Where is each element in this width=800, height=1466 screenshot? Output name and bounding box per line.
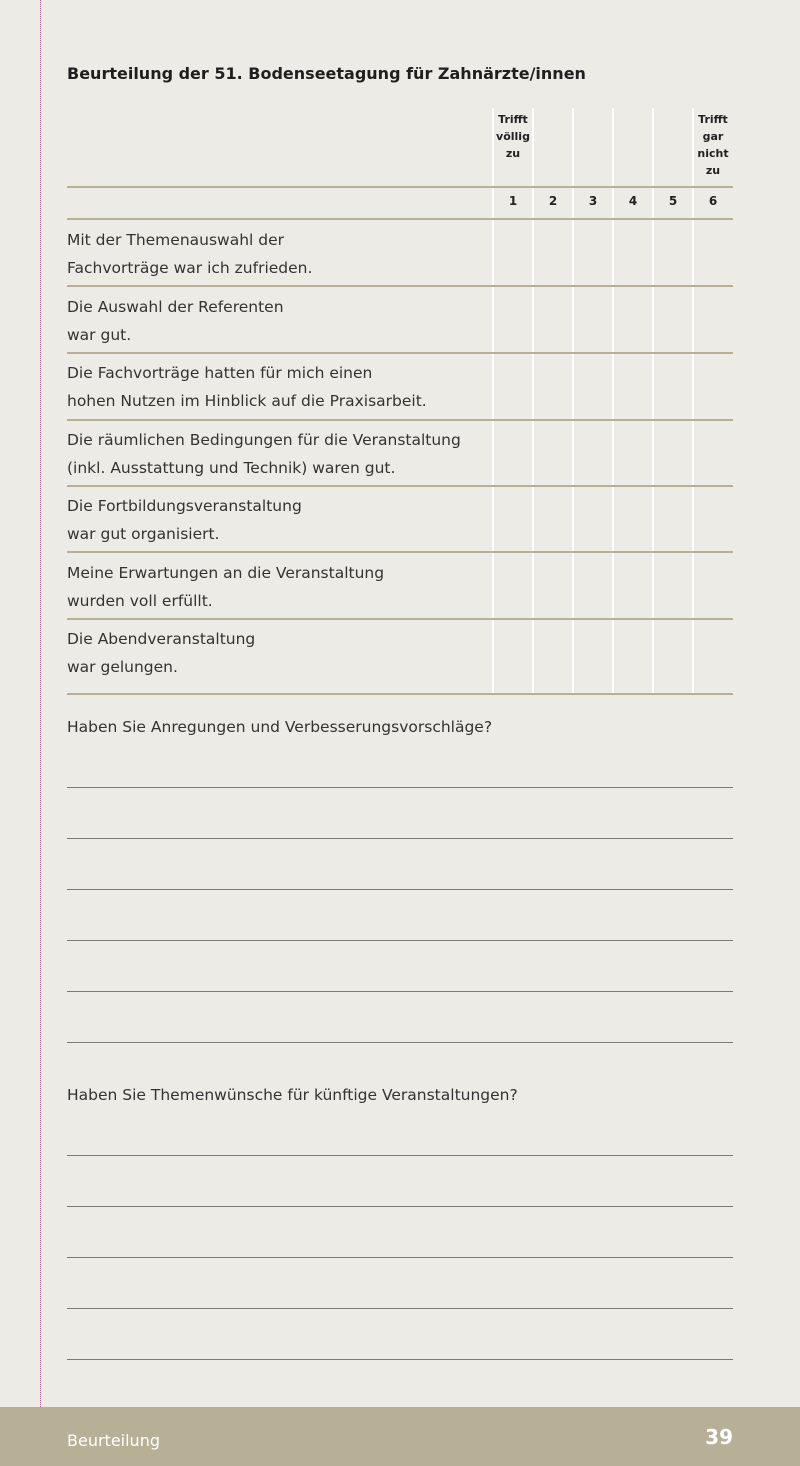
scale-label-agree — [494, 111, 532, 162]
question-text: Die räumlichen Bedingungen für die Veranstaltung — [67, 431, 461, 449]
topics-write-line[interactable] — [67, 1359, 733, 1360]
table-rule — [67, 352, 733, 354]
scale-number: 6 — [708, 194, 718, 208]
table-rule — [67, 551, 733, 553]
scale-label-disagree — [694, 111, 732, 179]
page-title: Beurteilung der 51. Bodenseetagung für Zahnärzte/innen — [67, 64, 586, 83]
table-rule — [67, 618, 733, 620]
question-text: Meine Erwartungen an die Veranstaltung — [67, 564, 385, 582]
question-text: hohen Nutzen im Hinblick auf die Praxisarbeit. — [67, 392, 427, 410]
topics-write-line[interactable] — [67, 1308, 733, 1309]
scale-label-disagree-line: nicht — [697, 147, 729, 160]
scale-label-disagree-line: Trifft — [698, 113, 728, 126]
suggestions-write-line[interactable] — [67, 787, 733, 788]
suggestions-write-line[interactable] — [67, 1042, 733, 1043]
table-rule — [67, 186, 733, 188]
question-text: Die Abendveranstaltung — [67, 630, 256, 648]
question-text: war gelungen. — [67, 658, 178, 676]
topics-write-line[interactable] — [67, 1206, 733, 1207]
suggestions-write-line[interactable] — [67, 991, 733, 992]
table-rule — [67, 218, 733, 220]
scale-number: 2 — [548, 194, 558, 208]
scale-number: 4 — [628, 194, 638, 208]
suggestions-write-line[interactable] — [67, 838, 733, 839]
scale-label-disagree-line: gar — [702, 130, 724, 143]
table-rule — [67, 419, 733, 421]
question-text: war gut organisiert. — [67, 525, 220, 543]
suggestions-write-line[interactable] — [67, 940, 733, 941]
question-row — [67, 359, 427, 415]
question-row — [67, 293, 284, 349]
question-row — [67, 625, 255, 681]
table-rule — [67, 693, 733, 695]
topics-prompt: Haben Sie Themenwünsche für künftige Veranstaltungen? — [67, 1086, 518, 1104]
question-text: Mit der Themenauswahl der — [67, 231, 285, 249]
scale-label-disagree-line: zu — [705, 164, 721, 177]
topics-write-line[interactable] — [67, 1155, 733, 1156]
table-rule — [67, 485, 733, 487]
perforation-line — [40, 0, 41, 1407]
question-text: war gut. — [67, 326, 132, 344]
question-row — [67, 226, 312, 282]
question-text: Die Fachvorträge hatten für mich einen — [67, 364, 373, 382]
page-number: 39 — [705, 1425, 733, 1449]
suggestions-write-line[interactable] — [67, 889, 733, 890]
topics-write-line[interactable] — [67, 1257, 733, 1258]
question-row — [67, 492, 302, 548]
scale-number: 3 — [588, 194, 598, 208]
question-text: Die Fortbildungsveranstaltung — [67, 497, 302, 515]
table-rule — [67, 285, 733, 287]
question-text: wurden voll erfüllt. — [67, 592, 213, 610]
question-text: (inkl. Ausstattung und Technik) waren gut. — [67, 459, 396, 477]
question-text: Fachvorträge war ich zufrieden. — [67, 259, 313, 277]
question-row — [67, 559, 384, 615]
footer-section-label: Beurteilung — [67, 1431, 160, 1450]
question-row — [67, 426, 461, 482]
question-text: Die Auswahl der Referenten — [67, 298, 284, 316]
scale-number: 1 — [508, 194, 518, 208]
scale-label-agree-line: Trifft — [498, 113, 528, 126]
suggestions-prompt: Haben Sie Anregungen und Verbesserungsvorschläge? — [67, 718, 493, 736]
page-footer — [0, 1407, 800, 1466]
scale-label-agree-line: zu — [505, 147, 521, 160]
scale-number: 5 — [668, 194, 678, 208]
scale-label-agree-line: völlig — [496, 130, 530, 143]
